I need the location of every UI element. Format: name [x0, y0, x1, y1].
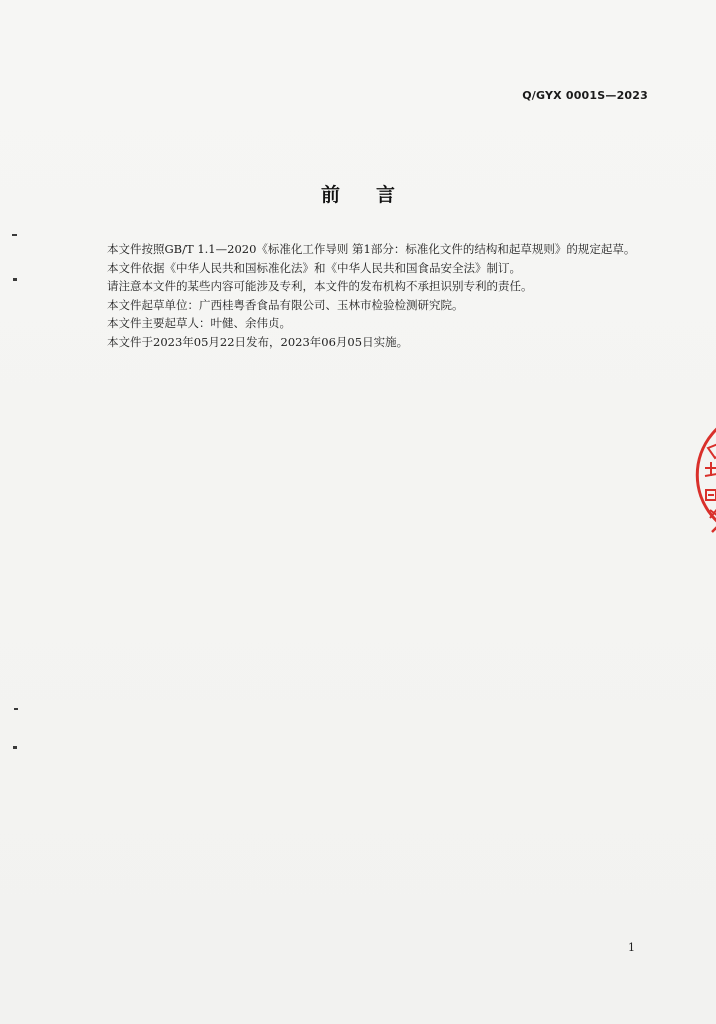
scan-mark — [12, 234, 17, 236]
paragraph: 请注意本文件的某些内容可能涉及专利，本文件的发布机构不承担识别专利的责任。 — [107, 279, 533, 293]
scan-mark — [14, 708, 18, 710]
paragraph: 本文件起草单位：广西桂粤香食品有限公司、玉林市检验检测研究院。 — [107, 297, 464, 312]
paragraph: 本文件按照GB/T 1.1—2020《标准化工作导则 第1部分：标准化文件的结构和起草规则》的规定起草。 — [107, 242, 636, 256]
preface-body — [84, 240, 664, 351]
seal-stamp-icon — [688, 410, 716, 540]
paragraph: 本文件于2023年05月22日发布，2023年06月05日实施。 — [107, 334, 409, 349]
scan-mark — [13, 278, 17, 281]
page-number: 1 — [628, 941, 635, 954]
scan-mark — [13, 746, 17, 749]
page-title: 前言 — [320, 184, 431, 206]
document-code: Q/GYX 0001S—2023 — [522, 89, 648, 102]
paragraph: 本文件主要起草人：叶健、余伟贞。 — [107, 316, 291, 330]
paragraph: 本文件依据《中华人民共和国标准化法》和《中华人民共和国食品安全法》制订。 — [107, 260, 521, 275]
